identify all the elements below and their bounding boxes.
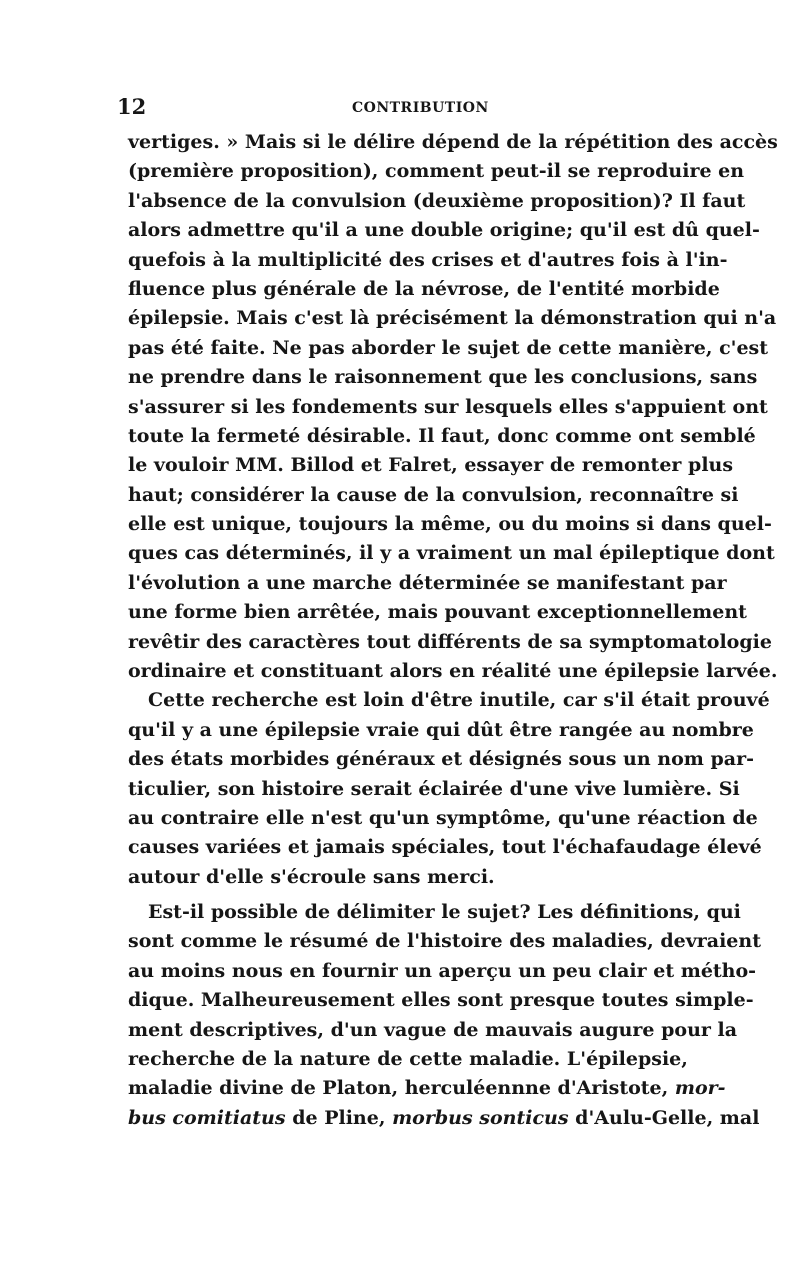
text-line: épilepsie. Mais c'est là précisément la démonstration qui n'a (128, 307, 777, 330)
text-line: Est-il possible de délimiter le sujet? Les définitions, qui (148, 901, 741, 923)
italic-term: bus comitiatus (128, 1106, 286, 1129)
text-line: ordinaire et constituant alors en réalité une épilepsie larvée. (128, 660, 778, 683)
text-line: alors admettre qu'il a une double origine; qu'il est dû quel- (128, 219, 760, 242)
text-line: ne prendre dans le raisonnement que les conclusions, sans (128, 366, 758, 389)
text-line: fluence plus générale de la névrose, de l'entité morbide (128, 277, 720, 300)
text-line: vertiges. » Mais si le délire dépend de la répétition des accès (128, 131, 778, 153)
text-line: recherche de la nature de cette maladie. L'épilepsie, (128, 1047, 688, 1070)
text-line (128, 1104, 760, 1133)
text-run: d'Aulu-Gelle, mal (575, 1106, 760, 1129)
text-line: s'assurer si les fondements sur lesquels elles s'appuient ont (128, 395, 768, 418)
body-text-block (128, 898, 761, 1133)
text-line: dique. Malheureusement elles sont presque toutes simple- (128, 989, 754, 1012)
text-run: de Pline, (292, 1106, 386, 1129)
text-line: l'évolution a une marche déterminée se manifestant par (128, 571, 727, 594)
text-line: causes variées et jamais spéciales, tout l'échafaudage élevé (128, 836, 762, 859)
text-line: le vouloir MM. Billod et Falret, essayer de remonter plus (128, 454, 734, 477)
italic-term: mor- (674, 1077, 726, 1100)
text-line: quefois à la multiplicité des crises et d'autres fois à l'in- (128, 248, 728, 271)
running-title: CONTRIBUTION (352, 100, 489, 116)
text-line (128, 1074, 726, 1103)
body-text-block (128, 128, 778, 892)
text-line: Cette recherche est loin d'être inutile, car s'il était prouvé (148, 689, 770, 712)
text-line: autour d'elle s'écroule sans merci. (128, 865, 495, 888)
text-line: toute la fermeté désirable. Il faut, donc comme ont semblé (128, 424, 756, 447)
text-line: des états morbides généraux et désignés sous un nom par- (128, 748, 754, 771)
text-line: ment descriptives, d'un vague de mauvais augure pour la (128, 1018, 738, 1041)
text-line: l'absence de la convulsion (deuxième proposition)? Il faut (128, 189, 746, 212)
text-line: haut; considérer la cause de la convulsion, reconnaître si (128, 483, 739, 506)
text-line: (première proposition), comment peut-il se reproduire en (128, 160, 745, 183)
text-line: pas été faite. Ne pas aborder le sujet de cette manière, c'est (128, 336, 769, 359)
text-line: revêtir des caractères tout différents de sa symptomatologie (128, 630, 772, 653)
page-number: 12 (117, 94, 147, 119)
italic-term: morbus sonticus (392, 1106, 569, 1129)
text-line: ticulier, son histoire serait éclairée d'une vive lumière. Si (128, 777, 740, 800)
text-line: sont comme le résumé de l'histoire des maladies, devraient (128, 930, 761, 953)
text-line: au contraire elle n'est qu'un symptôme, qu'une réaction de (128, 806, 758, 829)
text-line: une forme bien arrêtée, mais pouvant exceptionnellement (128, 601, 747, 624)
text-line: ques cas déterminés, il y a vraiment un mal épileptique dont (128, 542, 775, 565)
text-line: au moins nous en fournir un aperçu un peu clair et métho- (128, 959, 757, 982)
text-line: elle est unique, toujours la même, ou du moins si dans quel- (128, 513, 772, 536)
text-run: maladie divine de Platon, herculéennne d'Aristote, (128, 1077, 669, 1100)
text-line: qu'il y a une épilepsie vraie qui dût être rangée au nombre (128, 718, 754, 741)
